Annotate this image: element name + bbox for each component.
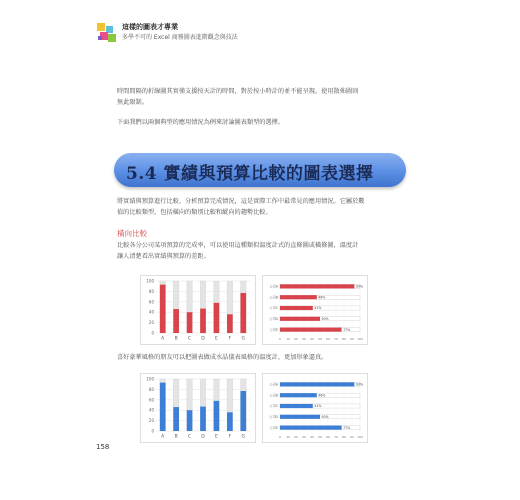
y-tick-label: 80 xyxy=(148,386,154,392)
y-tick-label: 0 xyxy=(151,428,154,434)
actual-bar xyxy=(200,407,206,431)
actual-bar xyxy=(280,295,317,299)
y-category-label: 公司E xyxy=(269,425,278,430)
x-category-label: G xyxy=(241,336,246,342)
x-tick-label: 80 xyxy=(342,435,346,439)
x-tick-label: 60 xyxy=(326,337,330,341)
actual-bar xyxy=(173,309,179,333)
y-category-label: 公司A xyxy=(269,382,278,387)
y-category-label: 公司D xyxy=(269,415,278,419)
data-label: 41% xyxy=(314,306,322,311)
data-label: 77% xyxy=(343,327,351,332)
actual-bar xyxy=(280,404,313,408)
subsection-line-1: 比較各分公司某項預算的完成率，可以使用這種類似溫度計式的直條圖或橫條圖，溫度計 xyxy=(117,242,359,249)
x-tick-label: 30 xyxy=(302,435,306,439)
cube-logo-icon xyxy=(96,22,118,44)
y-category-label: 公司A xyxy=(269,284,278,289)
book-subtitle: 多學不可的 Excel 商務圖表進階觀念與技法 xyxy=(122,34,238,41)
actual-bar xyxy=(280,328,342,332)
actual-bar xyxy=(280,317,320,321)
x-category-label: C xyxy=(187,336,192,342)
y-tick-label: 100 xyxy=(146,376,154,382)
data-label: 77% xyxy=(343,425,351,430)
data-label: 93% xyxy=(355,382,363,387)
x-tick-label: 100 xyxy=(357,435,363,439)
x-category-label: A xyxy=(161,434,165,440)
x-category-label: G xyxy=(241,434,246,440)
actual-bar xyxy=(280,382,354,386)
x-tick-label: 100 xyxy=(357,337,363,341)
y-category-label: 公司B xyxy=(269,295,278,300)
y-tick-label: 40 xyxy=(148,407,154,413)
actual-bar xyxy=(160,383,166,431)
red-bar-thermometer-chart xyxy=(262,275,368,345)
x-tick-label: 90 xyxy=(350,337,354,341)
chart-frame xyxy=(141,276,256,345)
blue-bar-thermometer-chart xyxy=(262,373,368,443)
x-tick-label: 40 xyxy=(310,337,314,341)
y-category-label: 公司D xyxy=(269,317,278,321)
y-category-label: 公司B xyxy=(269,393,278,398)
data-label: 41% xyxy=(314,404,322,409)
x-category-label: F xyxy=(228,336,232,342)
x-tick-label: 10 xyxy=(286,337,290,341)
section-line-1: 將實績與預算進行比較，分析預算完成情況，這是實際工作中最常見的應用情況。它屬於數 xyxy=(117,198,365,205)
chart-frame xyxy=(141,374,256,443)
actual-bar xyxy=(200,309,206,333)
x-tick-label: 70 xyxy=(334,337,338,341)
data-label: 46% xyxy=(318,393,326,398)
actual-bar xyxy=(280,415,320,419)
x-category-label: B xyxy=(174,336,178,342)
x-tick-label: 20 xyxy=(294,337,298,341)
x-category-label: B xyxy=(174,434,178,440)
y-category-label: 公司C xyxy=(269,404,278,409)
data-label: 93% xyxy=(355,284,363,289)
actual-bar xyxy=(227,314,233,333)
y-tick-label: 100 xyxy=(146,278,154,284)
actual-bar xyxy=(280,284,354,288)
y-category-label: 公司C xyxy=(269,306,278,311)
x-tick-label: 0 xyxy=(279,337,281,341)
actual-bar xyxy=(227,412,233,431)
data-label: 50% xyxy=(321,317,329,321)
actual-bar xyxy=(187,312,193,333)
actual-bar xyxy=(280,426,342,430)
x-category-label: D xyxy=(201,434,205,440)
x-tick-label: 70 xyxy=(334,435,338,439)
y-category-label: 公司E xyxy=(269,327,278,332)
actual-bar xyxy=(173,407,179,431)
data-label: 46% xyxy=(318,295,326,300)
y-tick-label: 20 xyxy=(148,418,154,424)
subsection-line-2: 讓人清楚看出實績與預算的差距。 xyxy=(117,253,210,260)
x-category-label: A xyxy=(161,336,165,342)
x-category-label: E xyxy=(215,434,218,440)
actual-bar xyxy=(214,401,220,431)
actual-bar xyxy=(187,410,193,431)
actual-bar xyxy=(280,306,313,310)
actual-bar xyxy=(240,391,246,431)
x-tick-label: 50 xyxy=(318,435,322,439)
intro-paragraph-2: 下面我們以兩個典型的應用情況為例來討論圖表類型的選擇。 xyxy=(117,119,285,126)
x-category-label: F xyxy=(228,434,232,440)
blue-column-thermometer-chart xyxy=(140,373,256,443)
x-category-label: E xyxy=(215,336,218,342)
intro-line-1: 時間間隔的折線圖其實僅支援按天計的時間，對於按小時計的並不能呈現。使用散佈圖則 xyxy=(117,88,359,95)
y-tick-label: 20 xyxy=(148,320,154,326)
y-tick-label: 60 xyxy=(148,299,154,305)
x-category-label: D xyxy=(201,336,205,342)
x-tick-label: 90 xyxy=(350,435,354,439)
x-tick-label: 30 xyxy=(302,337,306,341)
y-tick-label: 0 xyxy=(151,330,154,336)
section-title: 5.4 實績與預算比較的圖表選擇 xyxy=(126,164,374,184)
actual-bar xyxy=(214,303,220,333)
between-paragraph: 喜好豪華風格的朋友可以把圖表做成水晶儀表風格的溫度計，更加形象逼真。 xyxy=(117,354,328,361)
x-tick-label: 50 xyxy=(318,337,322,341)
x-category-label: C xyxy=(187,434,192,440)
x-tick-label: 0 xyxy=(279,435,281,439)
data-label: 50% xyxy=(321,415,329,419)
page-number: 158 xyxy=(96,443,110,451)
x-tick-label: 20 xyxy=(294,435,298,439)
y-tick-label: 40 xyxy=(148,309,154,315)
red-column-thermometer-chart xyxy=(140,275,256,345)
actual-bar xyxy=(160,285,166,333)
actual-bar xyxy=(240,293,246,333)
actual-bar xyxy=(280,393,317,397)
intro-line-2: 無此限制。 xyxy=(117,99,148,106)
subsection-heading: 橫向比較 xyxy=(117,229,147,238)
section-banner xyxy=(114,153,406,187)
x-tick-label: 80 xyxy=(342,337,346,341)
x-tick-label: 40 xyxy=(310,435,314,439)
book-title: 這樣的圖表才專業 xyxy=(122,23,178,31)
x-tick-label: 60 xyxy=(326,435,330,439)
y-tick-label: 60 xyxy=(148,397,154,403)
section-line-2: 值的比較類型，包括橫向的類別比較和縱向的趨勢比較。 xyxy=(117,209,272,216)
y-tick-label: 80 xyxy=(148,288,154,294)
x-tick-label: 10 xyxy=(286,435,290,439)
